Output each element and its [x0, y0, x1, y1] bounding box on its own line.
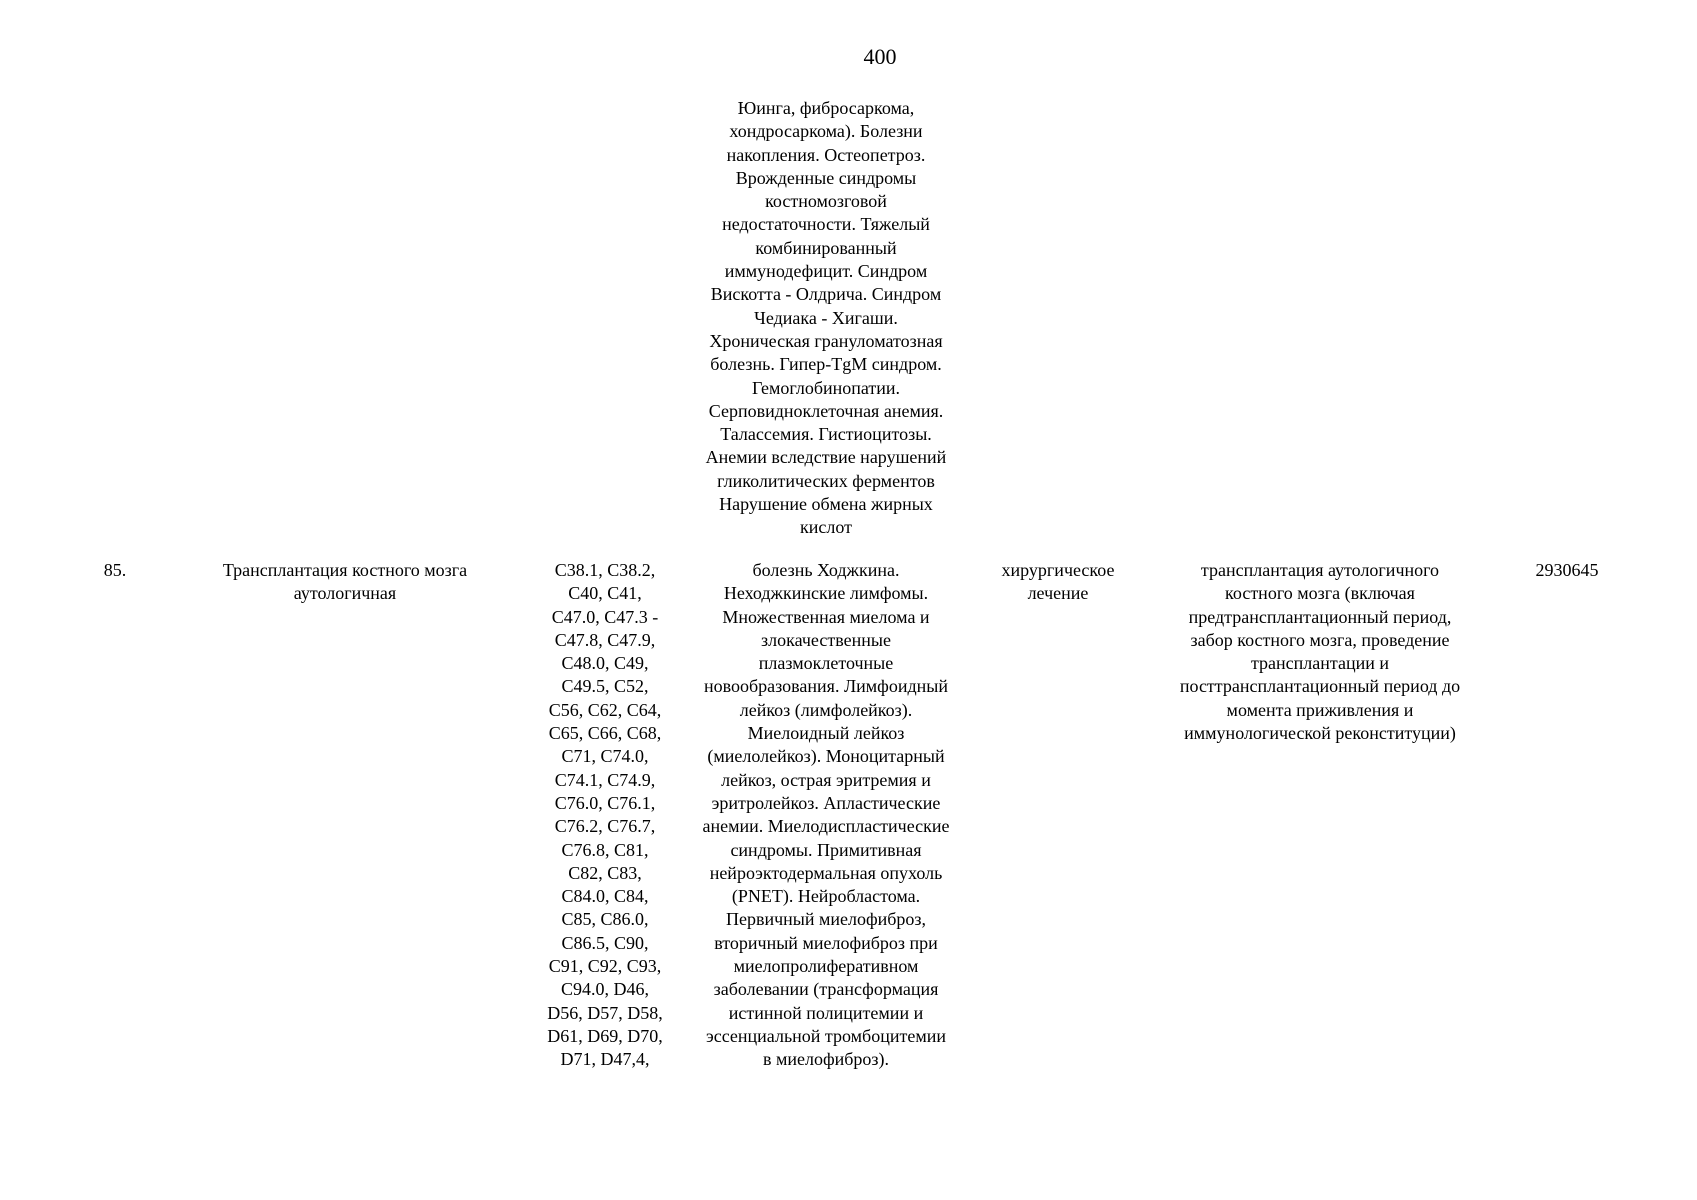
cost-cell: 2930645 [1535, 560, 1599, 580]
text-line: D61, D69, D70, [547, 1025, 663, 1046]
text-line: эритролейкоз. Апластические [711, 792, 941, 813]
text-line: лечение [1027, 583, 1089, 604]
text-line: комбинированный [755, 237, 897, 258]
text-line: лейкоз, острая эритремия и [721, 769, 931, 790]
text-line: синдромы. Примитивная [730, 839, 922, 860]
text-line: Первичный миелофиброз, [725, 909, 927, 930]
text-line: иммунодефицит. Синдром [724, 261, 928, 282]
text-line: C65, C66, C68, [548, 723, 662, 744]
text-line: Трансплантация костного мозга [222, 560, 468, 580]
text-line: трансплантация аутологичного [1200, 560, 1440, 580]
text-line: C38.1, C38.2, [554, 560, 656, 580]
text-line: эссенциальной тромбоцитемии [706, 1025, 946, 1046]
text-line: C56, C62, C64, [548, 699, 662, 720]
text-line: C94.0, D46, [560, 979, 649, 1000]
icd-codes-cell [530, 559, 680, 1072]
text-line: C85, C86.0, [561, 909, 649, 930]
text-line: аутологичная [293, 583, 397, 604]
text-line: миелопролиферативном [733, 956, 919, 977]
text-line: предтрансплантационный период, [1188, 606, 1452, 627]
text-line: Нарушение обмена жирных [719, 494, 933, 515]
text-line: посттрансплантационный период до [1179, 676, 1461, 697]
text-line: хондросаркома). Болезни [729, 121, 923, 142]
text-line: Хроническая грануломатозная [709, 330, 943, 351]
text-line: Юинга, фибросаркома, [737, 98, 915, 118]
text-line: забор костного мозга, проведение [1190, 629, 1450, 650]
row-number: 85. [103, 560, 127, 580]
text-line: Миелоидный лейкоз [747, 723, 905, 744]
text-line: C82, C83, [568, 862, 642, 883]
text-line: Талассемия. Гистиоцитозы. [720, 424, 932, 445]
text-line: момента приживления и [1226, 699, 1414, 720]
procedure-name-cell [195, 559, 495, 606]
text-line: накопления. Остеопетроз. [726, 144, 926, 165]
text-line: костного мозга (включая [1225, 583, 1415, 604]
text-line: в миелофиброз). [762, 1049, 890, 1070]
text-line: D56, D57, D58, [547, 1002, 663, 1023]
text-line: C47.8, C47.9, [554, 629, 656, 650]
text-line: нейроэктодермальная опухоль [709, 862, 943, 883]
text-line: недостаточности. Тяжелый [722, 214, 930, 235]
text-line: анемии. Миелодиспластические [702, 816, 950, 837]
text-line: хирургическое [1001, 560, 1115, 580]
text-line: гликолитических ферментов [717, 470, 935, 491]
text-line: (миелолейкоз). Моноцитарный [707, 746, 945, 767]
text-line: (PNET). Нейробластома. [731, 886, 921, 907]
text-line: заболевании (трансформация [713, 979, 939, 1000]
page-number: 400 [863, 44, 897, 69]
treatment-method-cell [1140, 559, 1500, 745]
diagnosis-cell [675, 559, 977, 1072]
text-line: Вискотта - Олдрича. Синдром [710, 284, 942, 305]
text-line: болезнь. Гипер-TgM синдром. [710, 354, 942, 375]
text-line: C91, C92, C93, [548, 956, 662, 977]
text-line: новообразования. Лимфоидный [703, 676, 948, 697]
text-line: C76.0, C76.1, [554, 792, 656, 813]
text-line: вторичный миелофиброз при [714, 932, 938, 953]
text-line: лейкоз (лимфолейкоз). [739, 699, 913, 720]
text-line: Гемоглобинопатии. [751, 377, 901, 398]
text-line: злокачественные [761, 629, 891, 650]
text-line: Анемии вследствие нарушений [705, 447, 947, 468]
text-line: Множественная миелома и [722, 606, 930, 627]
text-line: Неходжкинские лимфомы. [723, 583, 929, 604]
text-line: C74.1, C74.9, [554, 769, 656, 790]
text-line: D71, D47,4, [560, 1049, 650, 1070]
text-line: костномозговой [765, 191, 887, 212]
text-line: трансплантации и [1250, 653, 1390, 674]
text-line: Врожденные синдромы [735, 167, 917, 188]
text-line: C84.0, C84, [561, 886, 649, 907]
text-line: иммунологической реконституции) [1184, 723, 1456, 744]
continued-diagnosis-cell [680, 97, 972, 540]
text-line: C71, C74.0, [561, 746, 649, 767]
text-line: C76.8, C81, [561, 839, 649, 860]
text-line: C86.5, C90, [561, 932, 649, 953]
text-line: C47.0, C47.3 - [551, 606, 659, 627]
treatment-type-cell [983, 559, 1133, 606]
text-line: кислот [800, 517, 852, 538]
text-line: плазмоклеточные [758, 653, 894, 674]
text-line: Серповидноклеточная анемия. [708, 400, 944, 421]
text-line: болезнь Ходжкина. [752, 560, 900, 580]
text-line: C76.2, C76.7, [554, 816, 656, 837]
text-line: C40, C41, [568, 583, 642, 604]
text-line: Чедиака - Хигаши. [754, 307, 898, 328]
text-line: C49.5, C52, [561, 676, 649, 697]
text-line: C48.0, C49, [561, 653, 649, 674]
text-line: истинной полицитемии и [728, 1002, 924, 1023]
